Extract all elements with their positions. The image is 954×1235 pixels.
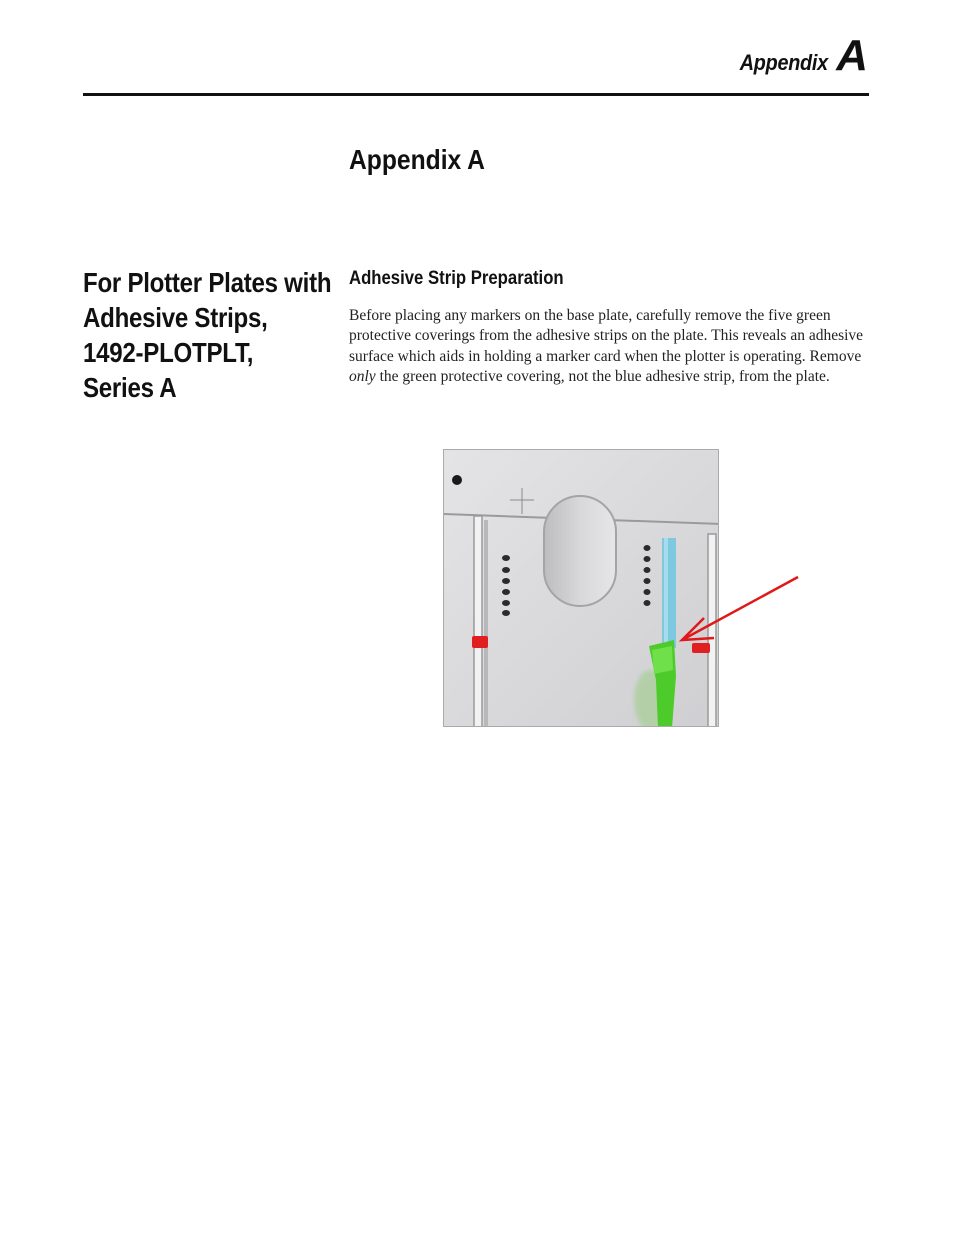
- section-heading: Adhesive Strip Preparation: [349, 268, 564, 289]
- running-header: [730, 31, 868, 80]
- arrow-shaft: [682, 577, 798, 640]
- left-red-marker: [472, 636, 488, 648]
- section-paragraph: [349, 306, 869, 388]
- header-rule: [83, 93, 869, 96]
- side-heading: [83, 265, 332, 405]
- paragraph-text: the green protective covering, not the blue adhesive strip, from the plate.: [375, 368, 830, 386]
- side-heading-line: Series A: [83, 372, 177, 403]
- paragraph-text: Before placing any markers on the base plate, carefully remove the five green protective coverings from the adhesive strips on the plate. This reveals an adhesive surface which aids in holding a marker card when the plotter is operating. Remove: [349, 307, 864, 365]
- mounting-hole: [452, 475, 462, 485]
- page-title: Appendix A: [349, 144, 485, 175]
- marker-hole: [502, 589, 510, 595]
- running-header-letter: A: [836, 31, 868, 80]
- marker-hole: [644, 545, 651, 551]
- side-heading-line: 1492-PLOTPLT,: [83, 337, 254, 368]
- running-header-word: Appendix: [740, 50, 829, 75]
- red-pointer-arrow: [640, 560, 820, 680]
- side-heading-line: Adhesive Strips,: [83, 302, 268, 333]
- center-cutout: [544, 496, 616, 606]
- arrow-head: [682, 618, 714, 640]
- paragraph-emphasis: only: [349, 368, 376, 386]
- marker-hole: [502, 600, 510, 606]
- marker-hole: [502, 567, 510, 573]
- marker-hole: [502, 555, 510, 561]
- left-rail-shadow: [484, 520, 488, 727]
- marker-hole: [502, 610, 510, 616]
- left-rail: [474, 516, 482, 727]
- marker-hole: [502, 578, 510, 584]
- side-heading-line: For Plotter Plates with: [83, 267, 332, 298]
